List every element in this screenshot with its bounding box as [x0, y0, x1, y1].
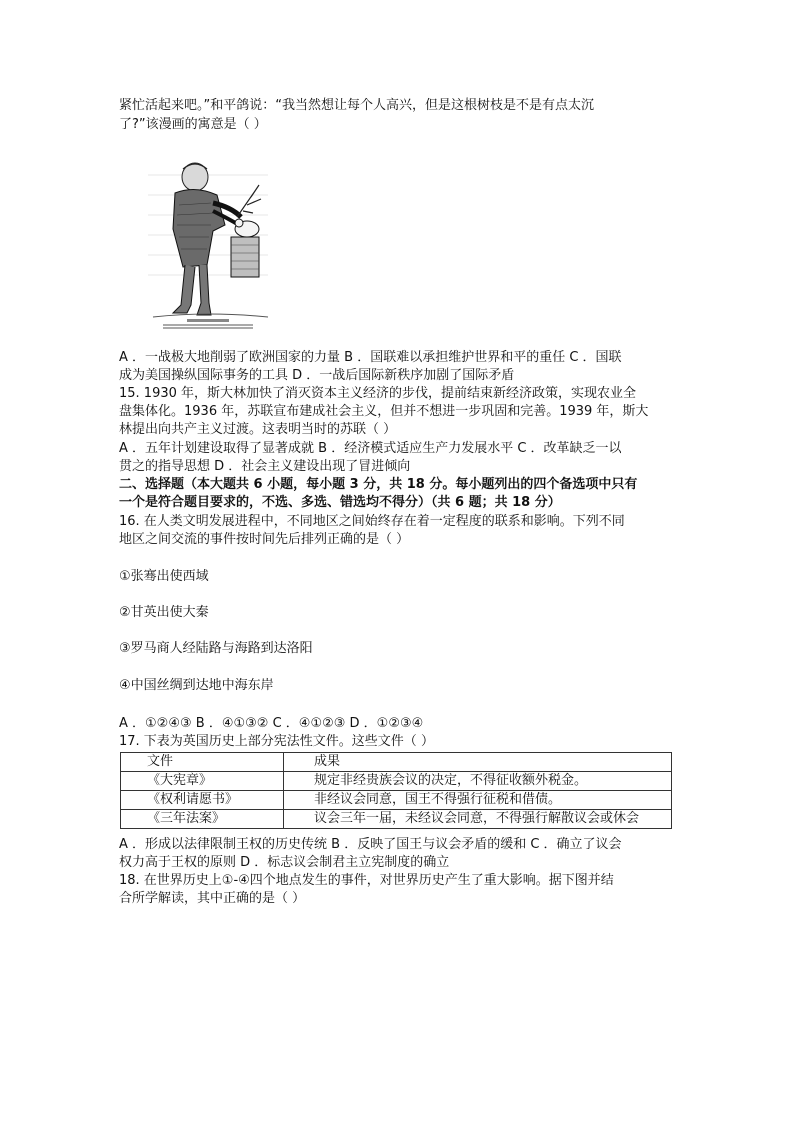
table-row [121, 772, 672, 791]
q17-options-line-1: A ．形成以法律限制王权的历史传统 B ．反映了国王与议会矛盾的缓和 C ．确立了议会 [119, 837, 622, 852]
section-heading-line-2: 一个是符合题目要求的，不选、多选、错选均不得分）（共 6 题；共 18 分） [119, 495, 561, 510]
table-cell-document: 《权利请愿书》 [121, 791, 284, 810]
section-heading-line-1: 二、选择题（本大题共 6 小题，每小题 3 分，共 18 分。每小题列出的四个备选项中只有 [119, 477, 638, 492]
q15-options-line-2: 贯之的指导思想 D ．社会主义建设出现了冒进倾向 [119, 459, 411, 474]
table-cell-document: 《三年法案》 [121, 810, 284, 829]
political-cartoon-image [143, 155, 273, 330]
table-row [121, 810, 672, 829]
table-header-row [121, 753, 672, 772]
q16-item-2: ②甘英出使大秦 [119, 605, 209, 620]
q15-stem-line-2: 盘集体化。1936 年，苏联宣布建成社会主义，但并不想进一步巩固和完善。1939 年，斯大 [119, 404, 649, 419]
q18-stem-line-2: 合所学解读，其中正确的是（ ） [119, 891, 306, 906]
q16-stem-line-2: 地区之间交流的事件按时间先后排列正确的是（ ） [119, 532, 410, 547]
table-row [121, 791, 672, 810]
table-cell-result: 规定非经贵族会议的决定，不得征收额外税金。 [284, 772, 672, 791]
q18-stem-line-1: 18. 在世界历史上①-④四个地点发生的事件，对世界历史产生了重大影响。据下图并结 [119, 873, 614, 888]
table-header-cell: 成果 [284, 753, 672, 772]
q16-item-1: ①张骞出使西域 [119, 569, 209, 584]
table-header-cell: 文件 [121, 753, 284, 772]
constitutional-documents-table [120, 752, 672, 829]
q15-stem-line-3: 林提出向共产主义过渡。这表明当时的苏联（ ） [119, 422, 397, 437]
q16-stem-line-1: 16. 在人类文明发展进程中，不同地区之间始终存在着一定程度的联系和影响。下列不同 [119, 514, 625, 529]
q15-stem-line-1: 15. 1930 年，斯大林加快了消灭资本主义经济的步伐，提前结束新经济政策，实现农业全 [119, 386, 637, 401]
q16-item-3: ③罗马商人经陆路与海路到达洛阳 [119, 641, 313, 656]
q14-options-line-2: 成为美国操纵国际事务的工具 D ．一战后国际新秩序加剧了国际矛盾 [119, 368, 515, 383]
q16-options: A ．①②④③ B ．④①③② C ．④①②③ D ．①②③④ [119, 716, 424, 731]
table-cell-result: 非经议会同意，国王不得强行征税和借债。 [284, 791, 672, 810]
q15-options-line-1: A ．五年计划建设取得了显著成就 B ．经济模式适应生产力发展水平 C ．改革缺乏一以 [119, 441, 622, 456]
q16-item-4: ④中国丝绸到达地中海东岸 [119, 678, 274, 693]
intro-line-2: 了?”该漫画的寓意是（ ） [119, 117, 267, 132]
table-cell-document: 《大宪章》 [121, 772, 284, 791]
q17-stem: 17. 下表为英国历史上部分宪法性文件。这些文件（ ） [119, 734, 434, 749]
table-cell-result: 议会三年一届，未经议会同意，不得强行解散议会或休会 [284, 810, 672, 829]
intro-line-1: 紧忙活起来吧。”和平鸽说：“我当然想让每个人高兴，但是这根树枝是不是有点太沉 [119, 98, 594, 113]
q14-options-line-1: A ．一战极大地削弱了欧洲国家的力量 B ．国联难以承担维护世界和平的重任 C ．国联 [119, 350, 622, 365]
q17-options-line-2: 权力高于王权的原则 D ．标志议会制君主立宪制度的确立 [119, 855, 450, 870]
